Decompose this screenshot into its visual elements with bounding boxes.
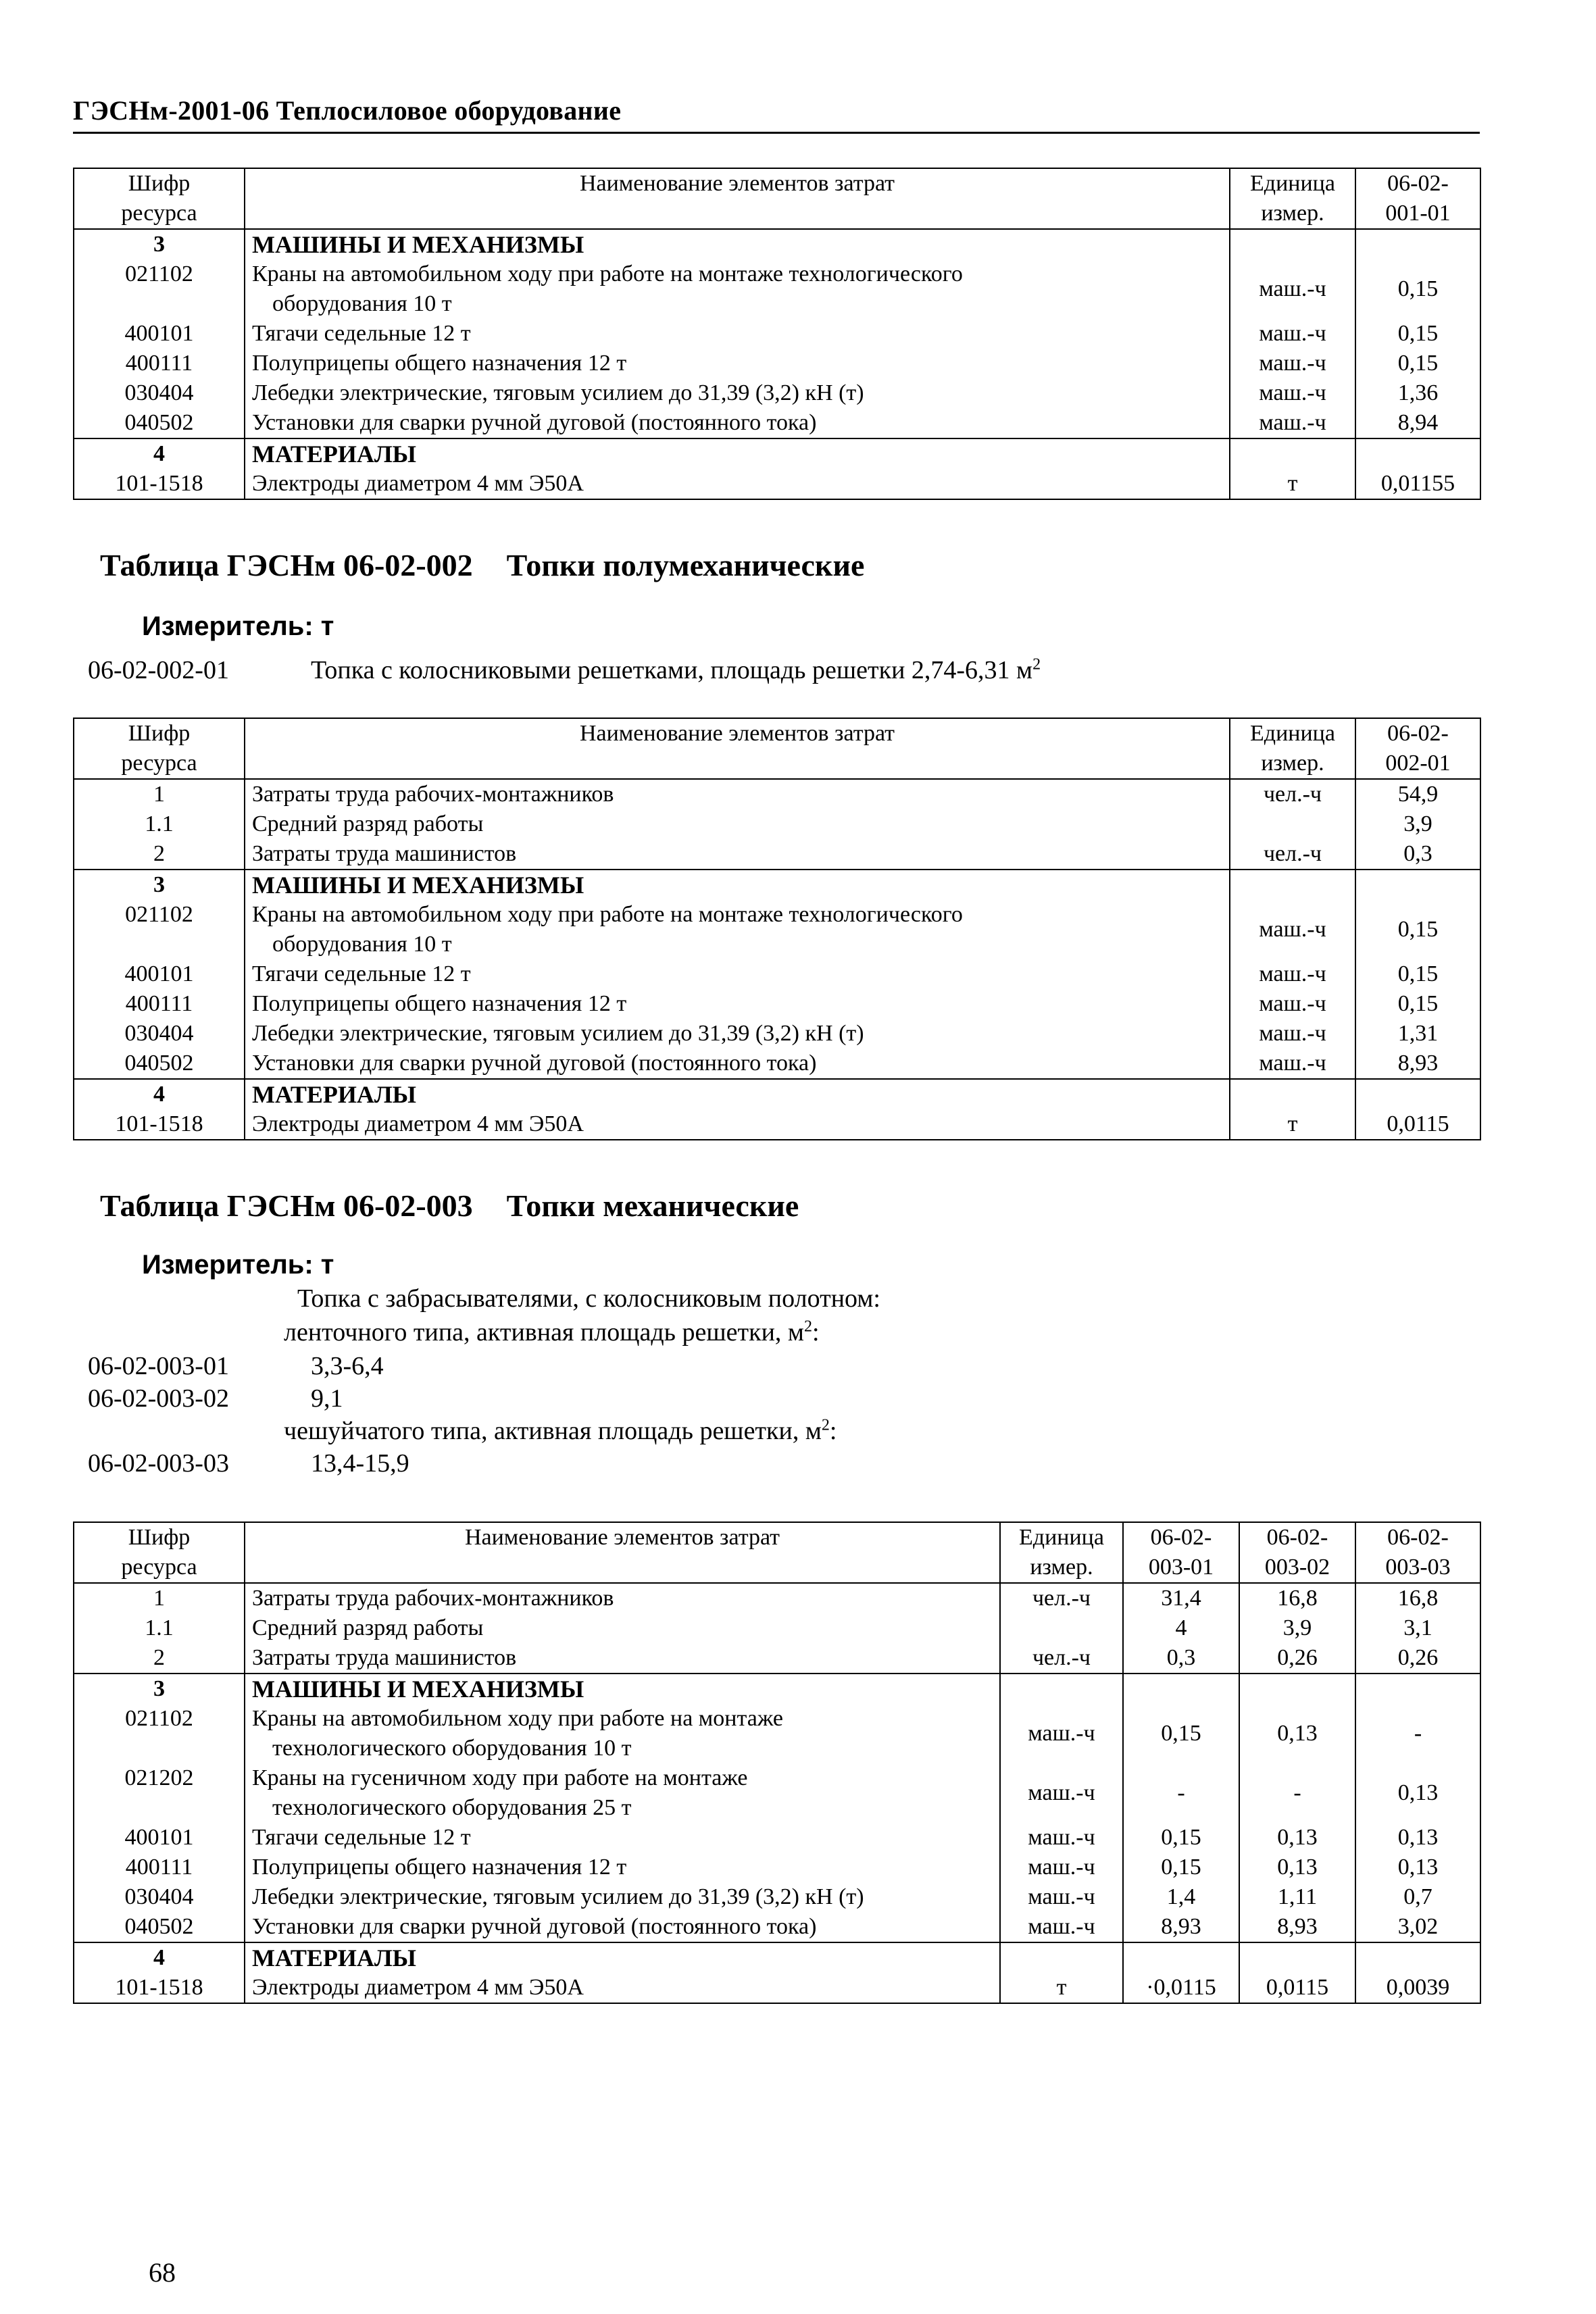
norm-value: 1,31 (1355, 1019, 1480, 1049)
unit (1000, 1613, 1123, 1643)
norm-value: 8,93 (1239, 1912, 1355, 1942)
resource-code: 400111 (74, 349, 245, 378)
resource-code: 3 (74, 1674, 245, 1704)
resource-name: Затраты труда рабочих-монтажников (245, 779, 1230, 809)
price-line-06-02-003-02: 06-02-003-02 9,1 (88, 1384, 343, 1413)
unit: маш.-ч (1000, 1823, 1123, 1853)
table-row (74, 1853, 1480, 1882)
resource-name: Затраты труда машинистов (245, 1643, 1000, 1674)
unit: маш.-ч (1000, 1882, 1123, 1912)
norm-value: 0,3 (1355, 839, 1480, 870)
table-row (74, 1973, 1480, 2003)
resource-name: МАШИНЫ И МЕХАНИЗМЫ (245, 229, 1230, 259)
table-row (74, 900, 1480, 959)
resource-code: 030404 (74, 1019, 245, 1049)
unit (1230, 1079, 1355, 1109)
resource-name: МАТЕРИАЛЫ (245, 1942, 1000, 1973)
header-unit: Единица измер. (1230, 718, 1355, 779)
norm-value: 3,9 (1239, 1613, 1355, 1643)
resource-code: 030404 (74, 378, 245, 408)
resource-table-06-02-003 (73, 1521, 1481, 2004)
resource-name: Лебедки электрические, тяговым усилием до 31,39 (3,2) кН (т) (245, 1019, 1230, 1049)
table-row (74, 1019, 1480, 1049)
unit: чел.-ч (1230, 779, 1355, 809)
resource-name: Средний разряд работы (245, 809, 1230, 839)
resource-name: Электроды диаметром 4 мм Э50А (245, 469, 1230, 499)
table-row (74, 259, 1480, 319)
norm-value: 0,15 (1123, 1704, 1239, 1763)
unit: маш.-ч (1230, 319, 1355, 349)
unit: маш.-ч (1000, 1853, 1123, 1882)
norm-value: 8,93 (1355, 1049, 1480, 1079)
unit: маш.-ч (1230, 1019, 1355, 1049)
price-line-06-02-002-01: 06-02-002-01 Топка с колосниковыми решетками, площадь решетки 2,74-6,31 $м^2$ (88, 655, 1041, 684)
resource-code: 4 (74, 438, 245, 469)
page-header: ГЭСНм-2001-06 Теплосиловое оборудование (73, 95, 1480, 134)
resource-name: Краны на гусеничном ходу при работе на монтаже технологического оборудования 25 т (245, 1763, 1000, 1823)
price-line-06-02-003-03: 06-02-003-03 13,4-15,9 (88, 1449, 409, 1478)
page-number: 68 (149, 2257, 176, 2288)
norm-value: 0,15 (1355, 900, 1480, 959)
price-description-line: Топка с забрасывателями, с колосниковым полотном: (297, 1284, 880, 1313)
resource-name: Электроды диаметром 4 мм Э50А (245, 1973, 1000, 2003)
table-row (74, 319, 1480, 349)
unit (1000, 1674, 1123, 1704)
norm-value: 8,93 (1123, 1912, 1239, 1942)
resource-name: Установки для сварки ручной дуговой (постоянного тока) (245, 408, 1230, 438)
resource-name: МАШИНЫ И МЕХАНИЗМЫ (245, 870, 1230, 900)
table-row (74, 779, 1480, 809)
norm-value: 3,9 (1355, 809, 1480, 839)
table-row (74, 349, 1480, 378)
norm-value (1355, 1674, 1480, 1704)
resource-code: 3 (74, 870, 245, 900)
resource-code: 1 (74, 779, 245, 809)
resource-name: Электроды диаметром 4 мм Э50А (245, 1109, 1230, 1140)
unit: маш.-ч (1000, 1704, 1123, 1763)
norm-value: - (1239, 1763, 1355, 1823)
resource-code: 021102 (74, 900, 245, 959)
unit: маш.-ч (1000, 1912, 1123, 1942)
resource-code: 101-1518 (74, 1109, 245, 1140)
unit: т (1000, 1973, 1123, 2003)
resource-code: 1.1 (74, 1613, 245, 1643)
header-code: Шифр ресурса (74, 718, 245, 779)
norm-value (1355, 229, 1480, 259)
norm-value: 3,02 (1355, 1912, 1480, 1942)
norm-value: 3,1 (1355, 1613, 1480, 1643)
resource-code: 400111 (74, 989, 245, 1019)
resource-name: Полуприцепы общего назначения 12 т (245, 349, 1230, 378)
norm-value: - (1355, 1704, 1480, 1763)
header-value-col: 06-02- 003-01 (1123, 1522, 1239, 1583)
resource-code: 021102 (74, 1704, 245, 1763)
table-row (74, 1942, 1480, 1973)
unit: т (1230, 1109, 1355, 1140)
resource-code: 101-1518 (74, 1973, 245, 2003)
resource-table-06-02-002 (73, 718, 1481, 1140)
norm-value: 0,13 (1239, 1853, 1355, 1882)
resource-code: 030404 (74, 1882, 245, 1912)
norm-value: 0,0115 (1355, 1109, 1480, 1140)
norm-value: 0,15 (1355, 959, 1480, 989)
table-row (74, 1763, 1480, 1823)
table-row (74, 229, 1480, 259)
resource-table-06-02-001 (73, 168, 1481, 500)
header-name: Наименование элементов затрат (245, 1522, 1000, 1583)
unit: т (1230, 469, 1355, 499)
resource-code: 1 (74, 1583, 245, 1613)
header-name: Наименование элементов затрат (245, 168, 1230, 229)
resource-name: МАТЕРИАЛЫ (245, 438, 1230, 469)
resource-name: Затраты труда машинистов (245, 839, 1230, 870)
resource-code: 040502 (74, 1049, 245, 1079)
resource-code: 400101 (74, 959, 245, 989)
resource-code: 400111 (74, 1853, 245, 1882)
unit: маш.-ч (1230, 989, 1355, 1019)
norm-value: 0,15 (1123, 1823, 1239, 1853)
resource-name: Краны на автомобильном ходу при работе на монтаже технологического оборудования 10 т (245, 259, 1230, 319)
header-unit: Единица измер. (1000, 1522, 1123, 1583)
norm-value: 0,15 (1355, 349, 1480, 378)
header-value-col: 06-02- 003-02 (1239, 1522, 1355, 1583)
header-value-col: 06-02- 001-01 (1355, 168, 1480, 229)
resource-code: 021102 (74, 259, 245, 319)
table-row (74, 469, 1480, 499)
norm-value: 0,26 (1239, 1643, 1355, 1674)
table-row (74, 1643, 1480, 1674)
norm-value: - (1123, 1763, 1239, 1823)
norm-value: 0,26 (1355, 1643, 1480, 1674)
table-title-06-02-002: Таблица ГЭСНм 06-02-002 Топки полумеханические (100, 548, 865, 582)
norm-value: 0,0115 (1239, 1973, 1355, 2003)
norm-value: 0,0039 (1355, 1973, 1480, 2003)
resource-code: 021202 (74, 1763, 245, 1823)
unit (1230, 438, 1355, 469)
table-row (74, 1613, 1480, 1643)
norm-value: 0,01155 (1355, 469, 1480, 499)
resource-code: 040502 (74, 408, 245, 438)
resource-name: Тягачи седельные 12 т (245, 959, 1230, 989)
table-row (74, 959, 1480, 989)
resource-name: Затраты труда рабочих-монтажников (245, 1583, 1000, 1613)
resource-name: Лебедки электрические, тяговым усилием до 31,39 (3,2) кН (т) (245, 1882, 1000, 1912)
norm-value: 0,7 (1355, 1882, 1480, 1912)
unit: маш.-ч (1230, 408, 1355, 438)
table-row (74, 1109, 1480, 1140)
norm-value: 0,15 (1355, 319, 1480, 349)
header-unit: Единица измер. (1230, 168, 1355, 229)
norm-value: 0,13 (1239, 1823, 1355, 1853)
header-code: Шифр ресурса (74, 168, 245, 229)
resource-name: Полуприцепы общего назначения 12 т (245, 989, 1230, 1019)
price-line-06-02-003-01: 06-02-003-01 3,3-6,4 (88, 1352, 384, 1380)
norm-value: 1,36 (1355, 378, 1480, 408)
resource-name: МАШИНЫ И МЕХАНИЗМЫ (245, 1674, 1000, 1704)
norm-value: 1,11 (1239, 1882, 1355, 1912)
norm-value: 16,8 (1239, 1583, 1355, 1613)
norm-value: 0,3 (1123, 1643, 1239, 1674)
resource-code: 4 (74, 1942, 245, 1973)
resource-name: МАТЕРИАЛЫ (245, 1079, 1230, 1109)
unit: чел.-ч (1000, 1583, 1123, 1613)
norm-value: 0,13 (1355, 1853, 1480, 1882)
table-row (74, 1823, 1480, 1853)
table-row (74, 1912, 1480, 1942)
resource-name: Краны на автомобильном ходу при работе на монтаже технологического оборудования 10 т (245, 900, 1230, 959)
resource-code: 400101 (74, 1823, 245, 1853)
price-description-line: чешуйчатого типа, активная площадь решетки, $м^2$: (284, 1416, 837, 1445)
header-value-col: 06-02- 003-03 (1355, 1522, 1480, 1583)
resource-code: 4 (74, 1079, 245, 1109)
resource-code: 400101 (74, 319, 245, 349)
norm-value (1239, 1674, 1355, 1704)
norm-value: 31,4 (1123, 1583, 1239, 1613)
table-row (74, 438, 1480, 469)
resource-code: 3 (74, 229, 245, 259)
resource-name: Установки для сварки ручной дуговой (постоянного тока) (245, 1912, 1000, 1942)
norm-value: 16,8 (1355, 1583, 1480, 1613)
norm-value (1355, 1942, 1480, 1973)
table-row (74, 1704, 1480, 1763)
header-name: Наименование элементов затрат (245, 718, 1230, 779)
unit: маш.-ч (1230, 349, 1355, 378)
norm-value (1355, 1079, 1480, 1109)
table-row (74, 1583, 1480, 1613)
table-row (74, 1882, 1480, 1912)
norm-value: 1,4 (1123, 1882, 1239, 1912)
norm-value: 0,13 (1355, 1763, 1480, 1823)
resource-name: Тягачи седельные 12 т (245, 1823, 1000, 1853)
norm-value: 8,94 (1355, 408, 1480, 438)
header-value-col: 06-02- 002-01 (1355, 718, 1480, 779)
norm-value: 4 (1123, 1613, 1239, 1643)
norm-value (1355, 438, 1480, 469)
norm-value: 0,13 (1239, 1704, 1355, 1763)
resource-name: Лебедки электрические, тяговым усилием до 31,39 (3,2) кН (т) (245, 378, 1230, 408)
table-row (74, 1079, 1480, 1109)
unit: маш.-ч (1230, 259, 1355, 319)
norm-value: 0,15 (1123, 1853, 1239, 1882)
resource-code: 2 (74, 1643, 245, 1674)
norm-value: 54,9 (1355, 779, 1480, 809)
resource-name: Полуприцепы общего назначения 12 т (245, 1853, 1000, 1882)
table-row (74, 809, 1480, 839)
norm-value (1123, 1674, 1239, 1704)
norm-value (1123, 1942, 1239, 1973)
norm-value: ·0,0115 (1123, 1973, 1239, 2003)
table-row (74, 870, 1480, 900)
table-title-06-02-003: Таблица ГЭСНм 06-02-003 Топки механические (100, 1188, 799, 1223)
resource-name: Средний разряд работы (245, 1613, 1000, 1643)
resource-name: Тягачи седельные 12 т (245, 319, 1230, 349)
table-row (74, 378, 1480, 408)
table-row (74, 1049, 1480, 1079)
resource-code: 2 (74, 839, 245, 870)
unit (1230, 870, 1355, 900)
unit (1230, 809, 1355, 839)
norm-value: 0,15 (1355, 259, 1480, 319)
unit: маш.-ч (1000, 1763, 1123, 1823)
unit: маш.-ч (1230, 1049, 1355, 1079)
unit: чел.-ч (1230, 839, 1355, 870)
unit: маш.-ч (1230, 378, 1355, 408)
norm-value: 0,13 (1355, 1823, 1480, 1853)
norm-value (1239, 1942, 1355, 1973)
price-description-line: ленточного типа, активная площадь решетки, $м^2$: (284, 1317, 820, 1347)
meter-label: Измеритель: т (142, 611, 334, 641)
meter-label: Измеритель: т (142, 1250, 334, 1280)
unit (1000, 1942, 1123, 1973)
unit: чел.-ч (1000, 1643, 1123, 1674)
table-row (74, 1674, 1480, 1704)
table-row (74, 989, 1480, 1019)
resource-code: 1.1 (74, 809, 245, 839)
unit: маш.-ч (1230, 900, 1355, 959)
unit: маш.-ч (1230, 959, 1355, 989)
norm-value: 0,15 (1355, 989, 1480, 1019)
unit (1230, 229, 1355, 259)
table-row (74, 408, 1480, 438)
table-row (74, 839, 1480, 870)
resource-code: 101-1518 (74, 469, 245, 499)
norm-value (1355, 870, 1480, 900)
resource-name: Краны на автомобильном ходу при работе на монтаже технологического оборудования 10 т (245, 1704, 1000, 1763)
header-code: Шифр ресурса (74, 1522, 245, 1583)
resource-name: Установки для сварки ручной дуговой (постоянного тока) (245, 1049, 1230, 1079)
resource-code: 040502 (74, 1912, 245, 1942)
